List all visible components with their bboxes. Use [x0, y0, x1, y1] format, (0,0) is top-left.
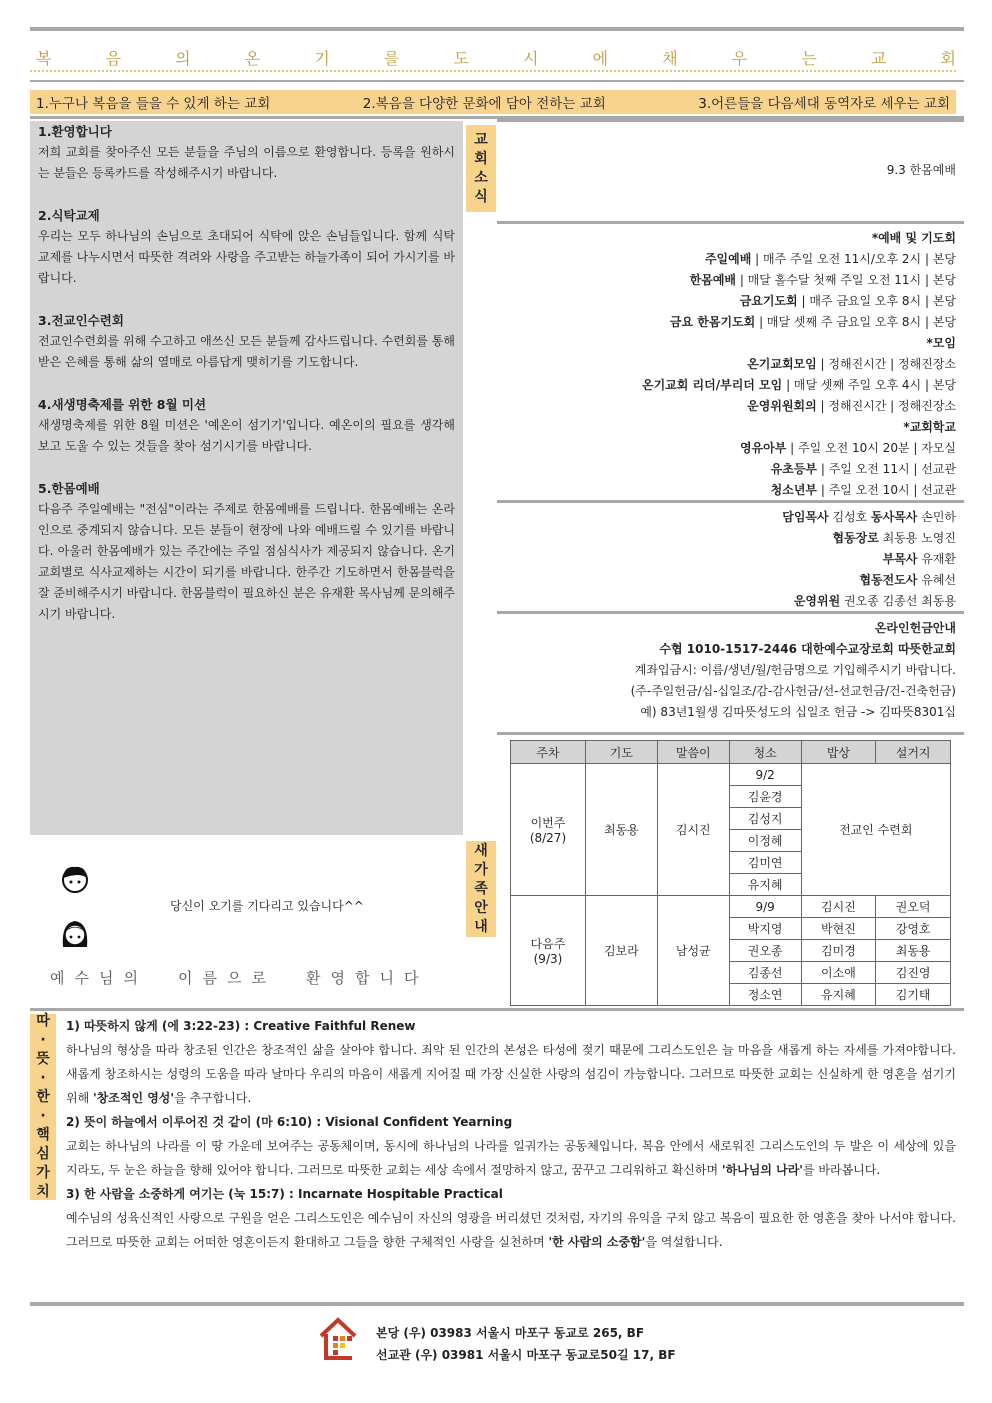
duty-clean: 김미연	[729, 852, 801, 874]
motto-char: 시	[523, 48, 539, 68]
duty-row	[511, 764, 951, 786]
duty-week-line: 다음주	[530, 937, 566, 951]
duty-clean: 정소연	[729, 984, 801, 1006]
schedule-name: *교회학교	[903, 420, 956, 434]
tab-char: ·	[40, 1032, 46, 1048]
schedule-row	[497, 417, 956, 438]
offering-title: 온라인헌금안내	[874, 621, 956, 635]
announcement-title: 1.환영합니다	[38, 124, 112, 139]
schedule-detail: | 정해진시간 | 정해진장소	[816, 357, 956, 371]
schedule-row	[497, 291, 956, 312]
core-body-tail: 를 바라봅니다.	[802, 1163, 881, 1177]
top-rule	[30, 27, 964, 31]
core-value-head: 1) 따뜻하지 않게 (에 3:22-23) : Creative Faithful Renew	[66, 1019, 416, 1033]
staff-row	[497, 549, 956, 570]
motto-char: 교	[870, 48, 887, 68]
staff-row	[497, 528, 956, 549]
church-news-box	[497, 119, 964, 220]
motto-char: 음	[105, 48, 122, 68]
tab-char: 식	[474, 188, 488, 205]
schedule-name: 청소년부	[770, 483, 818, 497]
welcome-char: 님	[99, 969, 114, 987]
core-body-bold: '하나님의 나라'	[721, 1163, 803, 1177]
motto-char: 회	[940, 48, 956, 68]
staff-role: 동사목사	[871, 510, 918, 524]
rule	[30, 80, 964, 82]
welcome-char: 의	[123, 969, 138, 987]
schedule-row	[497, 354, 956, 375]
announcement-title: 5.한몸예배	[38, 481, 100, 496]
motto-char: 우	[731, 48, 748, 68]
welcome-char: 다	[404, 969, 419, 987]
tab-char: 뜻	[36, 1051, 50, 1067]
motto-char: 는	[801, 48, 817, 68]
staff-row	[497, 507, 956, 528]
welcome-char: 니	[379, 969, 394, 987]
staff-name: 권오종 김종선 최동용	[840, 594, 956, 608]
staff-name: 최동용 노영진	[878, 531, 956, 545]
core-body-text: 교회는 하나님의 나라를 이 땅 가운데 보여주는 공동체이며, 동시에 하나님의 나라를 일궈가는 공동체입니다. 복음 안에서 새로워진 그리스도인의 두 발은 이 세상에 있을 지라도, 두 눈은 하늘을 향해 있어야 합니다. 그러므로 따뜻한 교회는 세상 속에서 절망하지 않고, 꿈꾸고 그리워하고 확신하며	[66, 1139, 956, 1177]
duty-prayer: 최동용	[585, 764, 657, 896]
staff-role: 운영위원	[793, 594, 841, 608]
schedule-name: 온기교회모임	[747, 357, 817, 371]
schedule-row	[497, 270, 956, 291]
announcement-title: 2.식탁교제	[38, 208, 100, 223]
schedule-row	[497, 228, 956, 249]
duty-clean: 박지영	[729, 918, 801, 940]
welcome-char: 수	[74, 969, 89, 987]
schedule-row	[497, 459, 956, 480]
duty-dish: 최동용	[876, 940, 951, 962]
duty-table	[510, 740, 951, 1006]
offering-account: 수협 1010-1517-2446 대한예수교장로회 따뜻한교회	[659, 642, 956, 656]
schedule-row	[497, 333, 956, 354]
schedule-row	[497, 312, 956, 333]
schedule-detail: | 주일 오전 10시 | 선교관	[817, 483, 956, 497]
announcement-title: 4.새생명축제를 위한 8월 미션	[38, 397, 207, 412]
footer-address-mission: 선교관 (우) 03981 서울시 마포구 동교로50길 17, BF	[376, 1348, 676, 1362]
motto-char: 기	[314, 48, 330, 68]
tab-char: 안	[474, 899, 488, 916]
schedule-detail: | 주일 오전 11시 | 선교관	[817, 462, 956, 476]
duty-prayer: 김보라	[585, 896, 657, 1006]
staff-row	[497, 570, 956, 591]
staff-list	[497, 500, 964, 610]
core-values-tab	[30, 1014, 56, 1200]
rule	[497, 732, 964, 735]
core-body-bold: '창조적인 영성'	[93, 1091, 175, 1105]
schedule-name: *예배 및 기도회	[871, 231, 956, 245]
core-body-text: 예수님의 성육신적인 사랑으로 구원을 얻은 그리스도인은 예수님이 자신의 영광을 버리셨던 것처럼, 자기의 유익을 구치 않고 복음이 필요한 한 영혼을 찾아 나서야 합니다. 그러므로 따뜻한 교회는 어떠한 영혼이든지 환대하고 그들을 향한 구체적인 사랑을 실천하며	[66, 1211, 956, 1249]
duty-header: 밥상	[801, 741, 876, 764]
duty-clean: 김성지	[729, 808, 801, 830]
welcome-area	[30, 845, 463, 1005]
duty-header: 기도	[585, 741, 657, 764]
duty-header: 청소	[729, 741, 801, 764]
schedule-detail: | 주일 오전 10시 20분 | 자모실	[786, 441, 956, 455]
tab-char: 회	[474, 150, 488, 167]
tab-char: 소	[474, 169, 488, 186]
schedule-detail: | 정해진시간 | 정해진장소	[816, 399, 956, 413]
core-value-body	[66, 1038, 956, 1110]
mission-bar	[30, 90, 956, 114]
tab-char: ·	[40, 1070, 46, 1086]
rule	[30, 1302, 964, 1306]
duty-meal: 전교인 수련회	[801, 764, 950, 896]
woman-face-icon	[60, 917, 90, 949]
duty-header: 주차	[511, 741, 586, 764]
mission-item: 2.복음을 다양한 문화에 담아 전하는 교회	[362, 96, 606, 112]
duty-dish: 김기태	[876, 984, 951, 1006]
duty-meal: 유지혜	[801, 984, 876, 1006]
worship-schedule	[497, 221, 964, 499]
offering-line: 예) 83년1월생 김따뜻성도의 십일조 헌금 -> 김따뜻8301십	[640, 705, 956, 719]
duty-meal: 박현진	[801, 918, 876, 940]
schedule-name: 금요기도회	[739, 294, 798, 308]
schedule-row	[497, 396, 956, 417]
staff-role: 담임목사	[782, 510, 829, 524]
core-value-body	[66, 1206, 956, 1254]
duty-week-line: 이번주	[530, 816, 566, 830]
schedule-name: 주일예배	[704, 252, 752, 266]
announcement-body: 우리는 모두 하나님의 손님으로 초대되어 식탁에 앉은 손님들입니다. 함께 식탁교제를 나누시면서 따뜻한 격려와 사랑을 주고받는 하늘가족이 되어 가시기를 바랍니다.	[38, 229, 455, 285]
duty-clean: 9/2	[729, 764, 801, 786]
core-values	[66, 1014, 956, 1254]
announcement-body: 저희 교회를 찾아주신 모든 분들을 주님의 이름으로 환영합니다. 등록을 원하시는 분들은 등록카드를 작성해주시기 바랍니다.	[38, 145, 455, 180]
duty-dish: 강영호	[876, 918, 951, 940]
motto-char: 복	[36, 48, 52, 68]
church-logo-icon	[318, 1316, 358, 1362]
staff-role: 협동전도사	[859, 573, 918, 587]
core-value-head: 2) 뜻이 하늘에서 이루어진 것 같이 (마 6:10) : Visional Confident Yearning	[66, 1115, 513, 1129]
duty-meal: 이소애	[801, 962, 876, 984]
staff-role: 부목사	[882, 552, 918, 566]
mission-item: 1.누구나 복음을 들을 수 있게 하는 교회	[36, 96, 271, 112]
schedule-detail: | 매주 주일 오전 11시/오후 2시 | 본당	[751, 252, 956, 266]
core-value-body	[66, 1134, 956, 1182]
core-value-head: 3) 한 사람을 소중하게 여기는 (눅 15:7) : Incarnate Hospitable Practical	[66, 1187, 503, 1201]
mission-item: 3.어른들을 다음세대 동역자로 세우는 교회	[698, 96, 950, 112]
man-face-icon	[60, 863, 90, 895]
staff-row	[497, 591, 956, 612]
tab-char: 한	[36, 1089, 50, 1105]
duty-header: 말씀이	[657, 741, 729, 764]
welcome-message: 당신이 오기를 기다리고 있습니다^^	[170, 899, 364, 913]
schedule-name: 온기교회 리더/부리더 모임	[641, 378, 783, 392]
motto-banner	[30, 44, 956, 72]
duty-header: 설거지	[876, 741, 951, 764]
motto-char: 도	[453, 48, 469, 68]
core-body-text: 하나님의 형상을 따라 창조된 인간은 창조적인 삶을 살아야 합니다. 죄악 된 인간의 본성은 타성에 젖기 때문에 그리스도인은 늘 마음을 새롭게 하는 자세를 가져야합니다. 새롭게 창조하시는 성령의 도움을 따라 날마다 우리의 마음이 새롭게 지어질 때 가장 신실한 사랑의 섬김이 가능합니다. 그러므로 따뜻한 교회는 신실하게 한 영혼을 섬기기 위해	[66, 1043, 956, 1105]
duty-clean: 9/9	[729, 896, 801, 918]
tab-char: 심	[36, 1146, 50, 1162]
core-body-tail: 을 추구합니다.	[174, 1091, 252, 1105]
duty-clean: 김종선	[729, 962, 801, 984]
duty-week-line: (8/27)	[529, 831, 567, 845]
staff-role: 협동장로	[832, 531, 879, 545]
duty-clean: 권오종	[729, 940, 801, 962]
announcement-title: 3.전교인수련회	[38, 313, 124, 328]
welcome-char: 로	[251, 969, 266, 987]
schedule-name: 운영위원회의	[747, 399, 817, 413]
footer-address-main: 본당 (우) 03983 서울시 마포구 동교로 265, BF	[376, 1326, 645, 1340]
announcement-body: 전교인수련회를 위해 수고하고 애쓰신 모든 분들께 감사드립니다. 수련회를 통해 받은 은혜를 통해 삶의 열매로 아름답게 맺히기를 기도합니다.	[38, 334, 455, 369]
schedule-detail: | 매달 홀수달 첫째 주일 오전 11시 | 본당	[736, 273, 956, 287]
core-body-tail: 을 역설합니다.	[645, 1235, 723, 1249]
duty-dish: 권오덕	[876, 896, 951, 918]
core-body-bold: '한 사람의 소중함'	[548, 1235, 646, 1249]
offering-line: 계좌입금시: 이름/생년/월/헌금명으로 기입해주시기 바랍니다.	[634, 663, 956, 677]
schedule-name: 금요 한몸기도회	[669, 315, 756, 329]
motto-char: 온	[244, 48, 261, 68]
welcome-char: 예	[50, 969, 65, 987]
announcement-body: 새생명축제를 위한 8월 미션은 '예온이 섬기기'입니다. 예온이의 필요를 생각해보고 도울 수 있는 것들을 찾아 섬기시기를 바랍니다.	[38, 418, 455, 453]
schedule-detail: | 매달 셋째 주일 오후 4시 | 본당	[782, 378, 956, 392]
tab-char: 가	[36, 1165, 50, 1181]
schedule-detail: | 매주 금요일 오후 8시 | 본당	[797, 294, 956, 308]
motto-char: 에	[592, 48, 609, 68]
schedule-row	[497, 375, 956, 396]
announcements-panel	[30, 121, 463, 835]
duty-week	[511, 764, 586, 896]
online-offering	[497, 611, 964, 731]
tab-char: 치	[36, 1184, 50, 1200]
motto-char: 의	[175, 48, 191, 68]
tab-char: ·	[40, 1108, 46, 1124]
duty-clean: 이정혜	[729, 830, 801, 852]
schedule-row	[497, 480, 956, 501]
duty-week	[511, 896, 586, 1006]
announcement-body: 다음주 주일예배는 "전심"이라는 주제로 한몸예배를 드립니다. 한몸예배는 온라인으로 중계되지 않습니다. 모든 분들이 현장에 나와 예배드릴 수 있기를 바랍니다. 아울러 한몸예배가 있는 주간에는 주일 점심식사가 제공되지 않습니다. 온기교회별로 식사교제하는 시간이 되기를 바랍니다. 한주간 기도하면서 한몸블럭을 잘 준비해주시기 바랍니다. 한몸블럭이 필요하신 분은 유재환 목사님께 문의해주시기 바랍니다.	[38, 502, 455, 621]
schedule-detail: | 매달 셋째 주 금요일 오후 8시 | 본당	[755, 315, 956, 329]
welcome-char: 름	[202, 969, 217, 987]
duty-word: 김시진	[657, 764, 729, 896]
motto-char: 를	[383, 48, 400, 68]
duty-clean: 유지혜	[729, 874, 801, 896]
duty-dish: 김진영	[876, 962, 951, 984]
tab-char: 족	[474, 880, 488, 897]
duty-week-line: (9/3)	[533, 952, 563, 966]
tab-char: 가	[474, 861, 488, 878]
schedule-name: 영유아부	[739, 441, 787, 455]
welcome-line	[50, 967, 429, 988]
schedule-name: 한몸예배	[689, 273, 737, 287]
church-news-tab	[466, 125, 496, 212]
tab-char: 교	[474, 131, 488, 148]
staff-name: 유혜선	[917, 573, 956, 587]
duty-word: 남성균	[657, 896, 729, 1006]
duty-row	[511, 896, 951, 918]
news-text: 9.3 한몸예배	[886, 163, 956, 177]
newcomer-tab	[466, 841, 496, 937]
duty-meal: 김미경	[801, 940, 876, 962]
staff-name: 유재환	[917, 552, 956, 566]
welcome-char: 합	[355, 969, 370, 987]
duty-meal: 김시진	[801, 896, 876, 918]
schedule-name: *모임	[926, 336, 956, 350]
footer	[318, 1316, 738, 1364]
welcome-char: 환	[306, 969, 321, 987]
duty-clean: 김윤경	[729, 786, 801, 808]
tab-char: 새	[474, 842, 488, 859]
tab-char: 내	[474, 918, 488, 935]
schedule-row	[497, 249, 956, 270]
motto-char: 채	[662, 48, 678, 68]
staff-name: 손민하	[917, 510, 956, 524]
schedule-row	[497, 438, 956, 459]
tab-char: 따	[36, 1013, 50, 1029]
schedule-name: 유초등부	[770, 462, 818, 476]
welcome-char: 영	[330, 969, 345, 987]
welcome-char: 으	[227, 969, 242, 987]
offering-line: (주-주일헌금/십-십일조/감-감사헌금/선-선교헌금/건-건축헌금)	[630, 684, 956, 698]
rule	[30, 1008, 964, 1011]
tab-char: 핵	[36, 1127, 50, 1143]
staff-name: 김성호	[828, 510, 872, 524]
welcome-char: 이	[178, 969, 193, 987]
